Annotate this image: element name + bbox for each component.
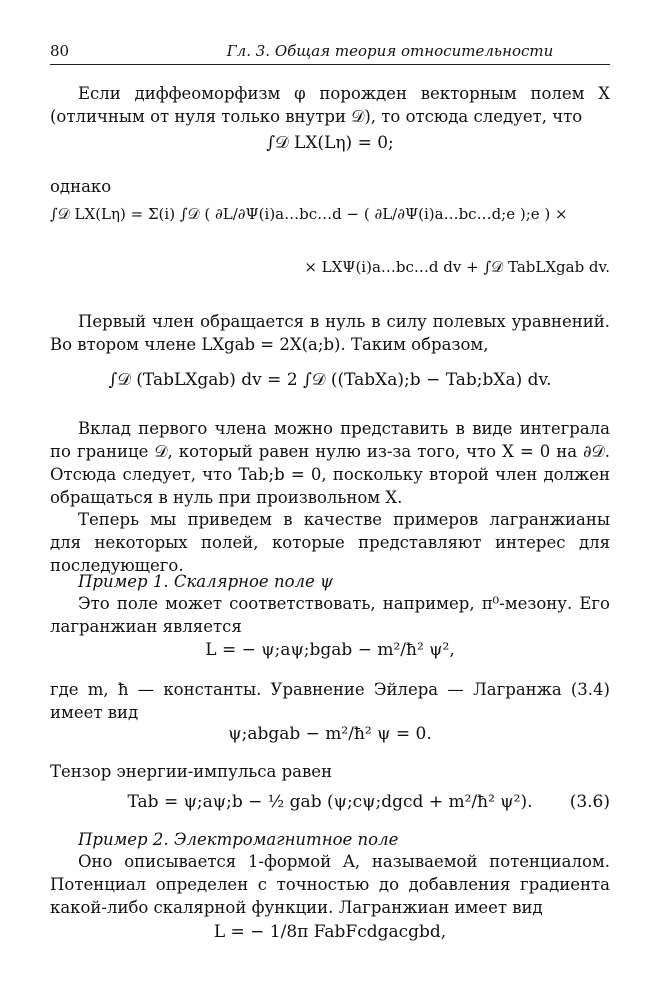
- paragraph-1: [50, 82, 610, 128]
- equation-4: [50, 640, 610, 660]
- equation-number: (3.6): [569, 792, 610, 812]
- paragraph-text: Первый член обращается в нуль в силу полевых уравнений. Во втором члене LXgab = 2X(a;b). Таким образом,: [50, 312, 610, 354]
- equation-text: ∫𝒟 LX(Lη) = Σ(i) ∫𝒟 ( ∂L/∂Ψ(i)a…bc…d − ( ∂L/∂Ψ(i)a…bc…d;e );e ) ×: [50, 205, 568, 223]
- paragraph-9: [50, 850, 610, 919]
- example-2-heading: Пример 2. Электромагнитное поле: [78, 830, 399, 849]
- running-title: Гл. 3. Общая теория относительности: [226, 42, 554, 60]
- equation-1: [50, 133, 610, 153]
- equation-2b: [50, 258, 610, 276]
- paragraph-text: где m, ħ — константы. Уравнение Эйлера — Лагранжа (3.4) имеет вид: [50, 680, 610, 722]
- equation-2a: [50, 205, 610, 223]
- paragraph-text: Если диффеоморфизм φ порожден векторным полем X (отличным от нуля только внутри 𝒟), то отсюда следует, что: [50, 84, 610, 126]
- equation-text: ∫𝒟 LX(Lη) = 0;: [266, 133, 394, 153]
- paragraph-2: [50, 175, 610, 198]
- paragraph-text: однако: [50, 177, 112, 196]
- equation-text: L = − ψ;aψ;bgab − m²/ħ² ψ²,: [205, 640, 455, 660]
- paragraph-5: [50, 508, 610, 577]
- equation-text: L = − 1/8π FabFcdgacgbd,: [213, 922, 447, 942]
- paragraph-text: Оно описывается 1-формой A, называемой потенциалом. Потенциал определен с точностью до добавления градиента какой-либо скалярной функции. Лагранжиан имеет вид: [50, 852, 610, 917]
- paragraph-7: [50, 678, 610, 724]
- equation-text: ψ;abgab − m²/ħ² ψ = 0.: [228, 724, 432, 744]
- paragraph-text: Теперь мы приведем в качестве примеров лагранжианы для некоторых полей, которые представляют интерес для последующего.: [50, 510, 610, 575]
- page-number: 80: [50, 42, 70, 60]
- equation-text: × LXΨ(i)a…bc…d dv + ∫𝒟 TabLXgab dv.: [304, 258, 610, 276]
- equation-6: [50, 792, 610, 812]
- paragraph-8: [50, 760, 610, 783]
- equation-text: Tab = ψ;aψ;b − ½ gab (ψ;cψ;dgcd + m²/ħ² ψ²).: [127, 792, 533, 812]
- paragraph-4: [50, 417, 610, 509]
- paragraph-3: [50, 310, 610, 356]
- paragraph-6: [50, 592, 610, 638]
- equation-5: [50, 724, 610, 744]
- running-header: [50, 42, 610, 65]
- equation-7: [50, 922, 610, 942]
- equation-3: [50, 370, 610, 390]
- paragraph-text: Вклад первого члена можно представить в виде интеграла по границе 𝒟, который равен нулю из-за того, что X = 0 на ∂𝒟. Отсюда следует, что Tab;b = 0, поскольку второй член должен обращаться в нуль при произвольном X.: [50, 419, 610, 507]
- paragraph-text: Тензор энергии-импульса равен: [50, 762, 333, 781]
- example-1-heading: Пример 1. Скалярное поле ψ: [78, 572, 333, 591]
- paragraph-text: Это поле может соответствовать, например, π⁰-мезону. Его лагранжиан является: [50, 594, 610, 636]
- equation-text: ∫𝒟 (TabLXgab) dv = 2 ∫𝒟 ((TabXa);b − Tab;bXa) dv.: [108, 370, 552, 390]
